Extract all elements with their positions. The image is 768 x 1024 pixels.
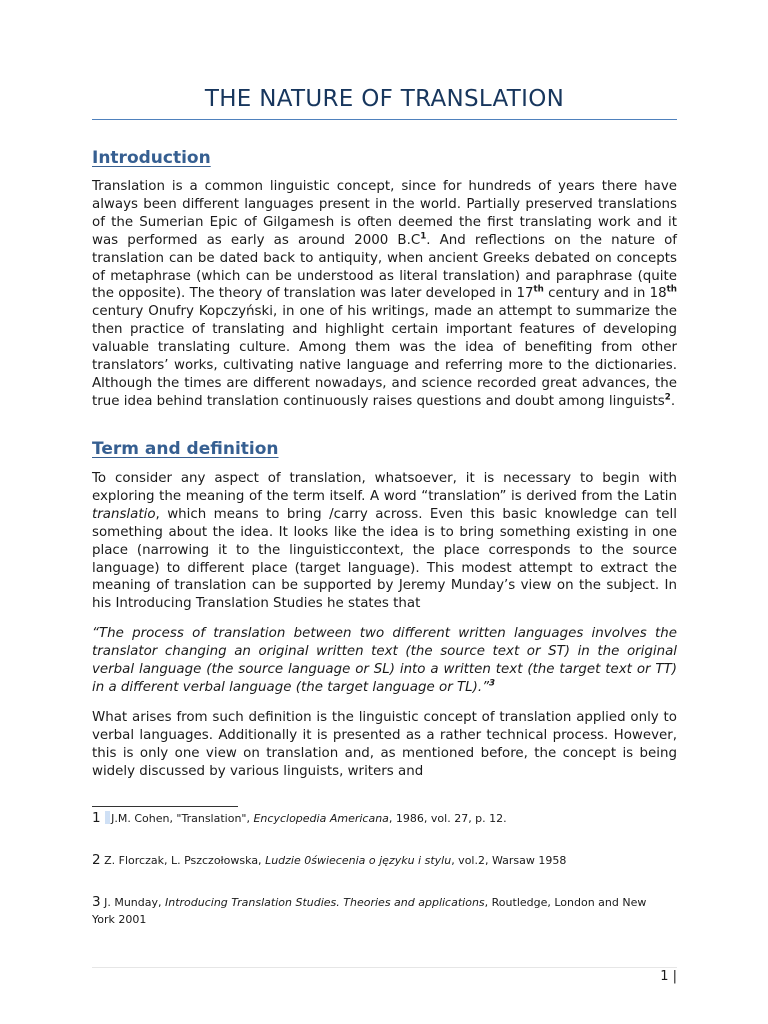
footnote-reference: th <box>533 284 544 295</box>
footnote-text <box>92 896 646 926</box>
text-run: “The process of translation between two different written languages involves the translator changing an original written text (the source text or ST) in the original verbal language (the source language or SL) into a written text (the target text or TT) in a different verbal language (the target language or TL).” <box>92 626 677 695</box>
footnote-reference: 3 <box>489 678 496 689</box>
text-run: , 1986, vol. 27, p. 12. <box>388 812 507 825</box>
text-run: To consider any aspect of translation, whatsoever, it is necessary to begin with exploring the meaning of the term itself. A word “translation” is derived from the Latin <box>92 471 677 504</box>
text-run: , which means to bring /carry across. Even this basic knowledge can tell something about the idea. It looks like the idea is to bring something existing in one place (narrowing it to the linguisticcontext, the place corresponds to the source language) to different place (target language). This modest attempt to extract the meaning of translation can be supported by Jeremy Munday’s view on the subject. In his Introducing Translation Studies he states that <box>92 506 677 612</box>
text-run: , Routledge, London and New York 2001 <box>92 896 647 926</box>
italic-text: Ludzie 0świecenia o języku i stylu <box>265 854 452 867</box>
text-run: Z. Florczak, L. Pszczołowska, <box>104 854 266 867</box>
page-footer-rule <box>92 967 677 968</box>
footnote-reference: th <box>666 284 677 295</box>
paragraph-definition-analysis <box>92 709 677 781</box>
section-heading-term-definition: Term and definition <box>92 439 279 459</box>
text-run: What arises from such definition is the linguistic concept of translation applied only to verbal languages. Additionally it is presented as a rather technical process. However, this is only one view on translation and, as mentioned before, the concept is being widely discussed by various linguists, writers and <box>92 710 677 779</box>
italic-text: Encyclopedia Americana <box>253 812 389 825</box>
footnote-1 <box>92 810 662 827</box>
title-underline <box>92 119 677 120</box>
section-heading-introduction: Introduction <box>92 148 211 168</box>
footnote-reference: 1 <box>420 231 427 242</box>
text-run: Translation is a common linguistic concept, since for hundreds of years there have always been different languages present in the world. Partially preserved translations of the Sumerian Epic of Gilgamesh is often deemed the first translating work and it was performed as early as around 2000 B.C <box>92 179 677 248</box>
footnote-number: 1 <box>92 810 101 826</box>
text-run: . And reflections on the nature of translation can be dated back to antiquity, when ancient Greeks debated on concepts of metaphrase (which can be understood as literal translation) and paraphrase (quite the opposite). The theory of translation was later developed in 17 <box>92 232 678 302</box>
paragraph-introduction <box>92 178 677 411</box>
footnote-text <box>104 854 566 867</box>
italic-text: translatio <box>92 506 156 522</box>
footnote-reference: 2 <box>664 392 671 403</box>
italic-text: Introducing Translation Studies. Theories and applications <box>165 896 485 909</box>
text-run: century Onufry Kopczyński, in one of his writings, made an attempt to summarize the then practice of translating and highlight certain important features of developing valuable translating culture. Among them was the idea of benefiting from other translators’ works, cultivating native language and referring more to the dictionaries. Although the times are different nowadays, and science recorded great advances, the true idea behind translation continuously raises questions and doubt among linguists <box>92 304 677 409</box>
footnote-text <box>111 812 507 825</box>
footnote-3 <box>92 894 662 928</box>
text-run: J. Munday, <box>104 896 165 909</box>
text-run: . <box>670 393 676 409</box>
text-cursor-highlight <box>105 811 110 824</box>
footnote-number: 3 <box>92 894 101 910</box>
text-run: J.M. Cohen, "Translation", <box>111 812 254 825</box>
footnote-separator <box>92 806 238 807</box>
text-run: century and in 18 <box>543 286 667 302</box>
paragraph-term-definition <box>92 470 677 613</box>
footnote-2 <box>92 852 662 869</box>
document-title: THE NATURE OF TRANSLATION <box>204 86 565 112</box>
page-number: 1 | <box>660 969 677 984</box>
text-run: , vol.2, Warsaw 1958 <box>451 854 567 867</box>
footnote-number: 2 <box>92 852 101 868</box>
paragraph-munday-quote <box>92 625 677 697</box>
